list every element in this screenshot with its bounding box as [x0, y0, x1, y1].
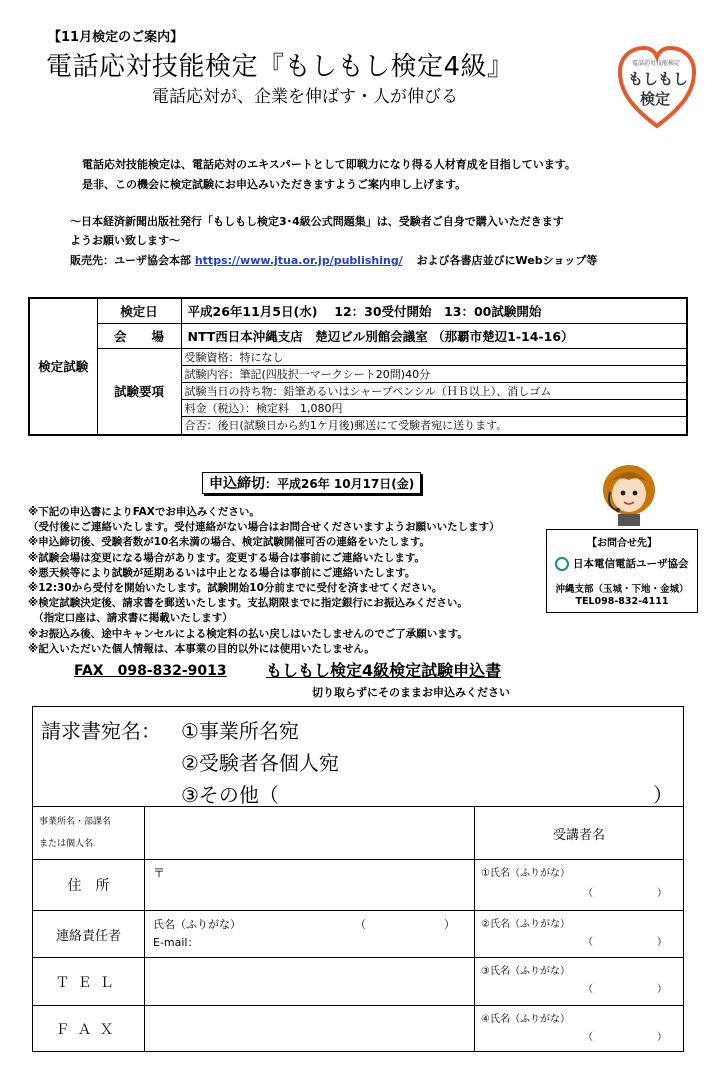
- moshimoshi-logo: [618, 46, 696, 130]
- exam-date-value: 平成26年11月5日(水) 12：30受付開始 13：00試験開始: [181, 298, 687, 323]
- association-logo-icon: [555, 557, 569, 571]
- furigana-parens: （ ）: [583, 888, 667, 899]
- exam-section-label: 検定試験: [29, 298, 97, 435]
- note-item: ※お振込み後、途中キャンセルによる検定料の払い戻しはいたしませんのでご了承願います。: [28, 627, 468, 640]
- contact-org: 日本電信電話ユーザ協会: [573, 558, 689, 570]
- contact-person-input[interactable]: [145, 911, 475, 958]
- book-line-1: ～日本経済新聞出版社発行「もしもし検定3･4級公式問題集」は、受験者ご自身で購入いただきます: [70, 215, 564, 228]
- note-item: ※悪天候等により試験が延期あるいは中止となる場合は事前にご連絡いたします。: [28, 566, 416, 579]
- tel-input[interactable]: [145, 958, 475, 1006]
- intro-line-1: 電話応対技能検定は、電話応対のエキスパートとして即戦力になり得る人材育成を目指しています。: [82, 158, 576, 171]
- operator-woman-icon: [596, 462, 662, 526]
- seller-line: [70, 253, 597, 268]
- fax-input[interactable]: [145, 1006, 475, 1052]
- book-line-2: ようお願い致します～: [70, 234, 180, 247]
- exam-date-label: 検定日: [97, 298, 181, 323]
- contact-tel: TEL098-832-4111: [575, 596, 669, 607]
- email-label: E-mail：: [153, 936, 199, 949]
- contact-person-label: 連絡責任者: [33, 911, 145, 958]
- exam-req-label: 試験要項: [97, 348, 181, 435]
- form-note: 切り取らずにそのままお申込みください: [312, 686, 510, 699]
- examinee-name-label: ④氏名（ふりがな）: [481, 1014, 570, 1025]
- invoice-option-1[interactable]: ①事業所名宛: [181, 719, 299, 743]
- note-item: ※検定試験決定後、請求書を郵送いたします。支払期限までに指定銀行にお振込みください。: [28, 597, 468, 610]
- exam-info-table: [28, 297, 688, 436]
- logo-line2: 検定: [640, 90, 671, 108]
- req-item: 合否：後日(試験日から約1ケ月後)郵送にて受験者宛に送ります。: [184, 418, 508, 432]
- fax-label: ＦＡＸ: [33, 1006, 145, 1052]
- contact-furigana-parens: （ ）: [355, 918, 455, 931]
- req-item: 料金（税込）：検定料 1,080円: [182, 400, 687, 417]
- req-item: 受験資格：特になし: [182, 349, 687, 366]
- notice-label: 【11月検定のご案内】: [48, 30, 184, 45]
- examinee-header: 受講者名: [475, 807, 684, 860]
- publishing-link[interactable]: https://www.jtua.or.jp/publishing/: [194, 254, 403, 267]
- req-item: 試験当日の持ち物：鉛筆あるいはシャープペンシル（ＨＢ以上）、消しゴム: [182, 383, 687, 400]
- contact-person-name-label: 氏名（ふりがな）: [153, 918, 241, 931]
- invoice-option-3[interactable]: ③その他（: [181, 783, 279, 807]
- form-title: もしもし検定4級検定試験申込書: [266, 661, 502, 680]
- furigana-parens: （ ）: [583, 984, 667, 995]
- logo-line1: もしもし: [628, 70, 689, 88]
- office-label-2: または個人名: [39, 839, 94, 849]
- note-item: ※試験会場は変更になる場合があります。変更する場合は事前にご連絡いたします。: [28, 551, 426, 564]
- notes-list: [28, 505, 500, 657]
- contact-title: 【お問合せ先】: [587, 538, 657, 549]
- exam-venue-label: 会 場: [97, 323, 181, 348]
- req-item: 試験内容：筆記(四肢択一マークシート20問)40分: [182, 366, 687, 383]
- seller-label: 販売先：ユーザ協会本部: [70, 254, 191, 267]
- note-item: （受付後にご連絡いたします。受付連絡がない場合はお問合せくださいますようお願いいたします）: [28, 521, 500, 534]
- seller-suffix: および各書店並びにWebショップ等: [416, 254, 598, 267]
- page-title: 電話応対技能検定『もしもし検定4級』: [46, 52, 514, 82]
- examinee-cell-3[interactable]: [475, 958, 684, 1006]
- invoice-box: [32, 706, 684, 806]
- examinee-name-label: ②氏名（ふりがな）: [481, 919, 570, 930]
- examinee-cell-2[interactable]: [475, 911, 684, 958]
- furigana-parens: （ ）: [583, 1032, 667, 1043]
- exam-venue-value: NTT西日本沖縄支店 楚辺ビル別館会議室 （那覇市楚辺1-14-16）: [181, 323, 687, 348]
- note-item: （指定口座は、請求書に掲載いたします）: [28, 612, 233, 625]
- deadline-label: 申込締切: [209, 476, 265, 492]
- tel-label: ＴＥＬ: [33, 958, 145, 1006]
- intro-line-2: 是非、この機会に検定試験にお申込みいただきますようご案内申し上げます。: [82, 178, 467, 191]
- deadline-value: ：平成26年 10月17日(金): [265, 477, 415, 491]
- examinee-name-label: ①氏名（ふりがな）: [481, 868, 570, 879]
- office-input[interactable]: [145, 807, 475, 860]
- office-label-1: 事業所名・部課名: [39, 817, 112, 827]
- postal-mark: 〒: [153, 866, 166, 880]
- note-item: ※下記の申込書によりFAXでお申込みください。: [28, 506, 260, 518]
- invoice-option-3-close: ）: [653, 783, 673, 807]
- examinee-name-label: ③氏名（ふりがな）: [481, 966, 570, 977]
- application-form-table: [32, 806, 684, 1052]
- note-item: ※記入いただいた個人情報は、本事業の目的以外には使用いたしません。: [28, 642, 375, 655]
- operator-illustration: [596, 462, 662, 526]
- contact-org-row: [555, 556, 697, 571]
- invoice-label: 請求書宛名：: [41, 719, 161, 743]
- address-input[interactable]: [145, 860, 475, 911]
- logo-small-text: 電話応対技能検定: [632, 60, 681, 67]
- examinee-cell-4[interactable]: [475, 1006, 684, 1052]
- contact-box: [546, 529, 698, 613]
- invoice-option-2[interactable]: ②受験者各個人宛: [181, 751, 339, 775]
- address-label: 住 所: [33, 860, 145, 911]
- deadline-box: [202, 472, 421, 494]
- note-item: ※申込締切後、受験者数が10名未満の場合、検定試験開催可否の連絡をいたします。: [28, 536, 430, 549]
- contact-branch: 沖縄支部（玉城・下地・金城）: [555, 584, 689, 595]
- examinee-cell-1[interactable]: [475, 860, 684, 911]
- fax-number: FAX 098-832-9013: [74, 663, 227, 679]
- note-item: ※12:30から受付を開始いたします。試験開始10分前までに受付を済ませてください。: [28, 582, 443, 595]
- furigana-parens: （ ）: [583, 937, 667, 948]
- office-label-cell: [33, 807, 145, 860]
- page-subtitle: 電話応対が、企業を伸ばす・人が伸びる: [152, 87, 458, 107]
